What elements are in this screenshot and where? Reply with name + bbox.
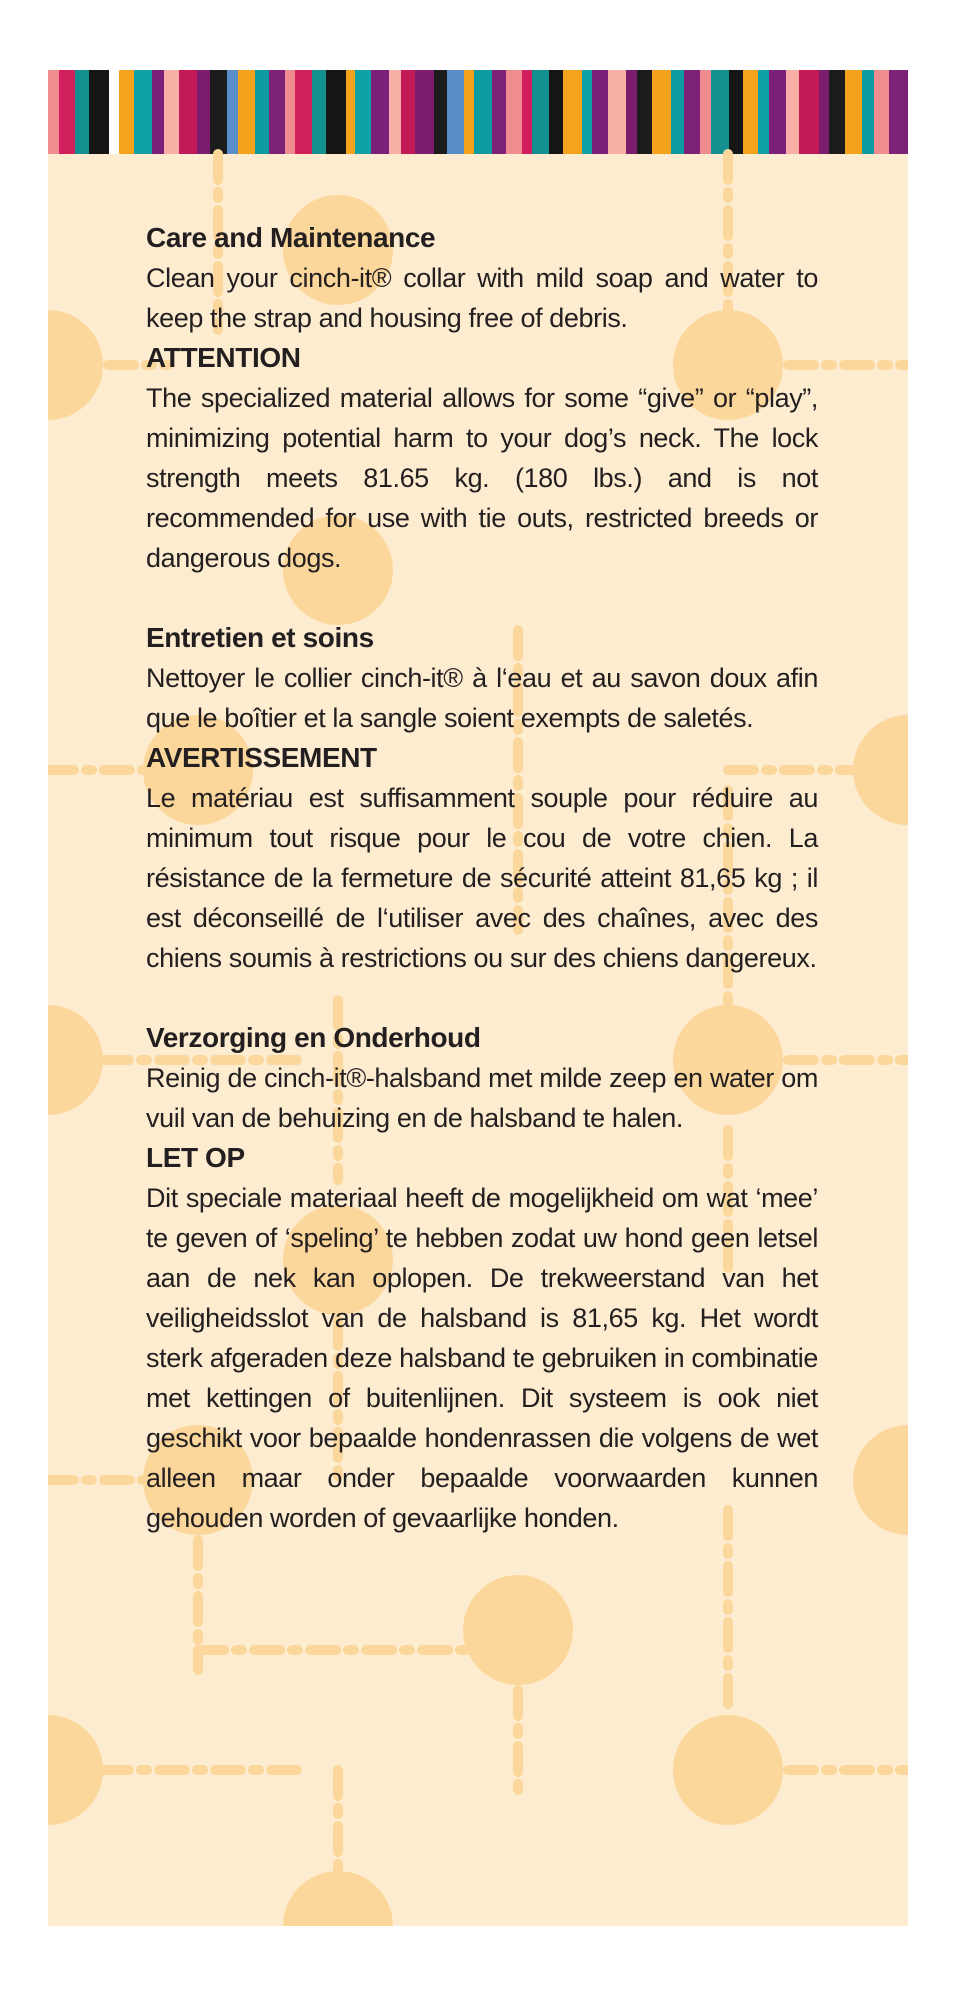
insert-panel bbox=[48, 70, 908, 1926]
pattern-dot bbox=[673, 1715, 783, 1825]
pattern-dot bbox=[48, 1005, 103, 1115]
warning-heading: AVERTISSEMENT bbox=[146, 742, 377, 773]
pattern-dot bbox=[463, 1575, 573, 1685]
warning-text: Dit speciale materiaal heeft de mogelijkheid om wat ‘mee’ te geven of ‘speling’ te hebben zodat uw hond geen letsel aan de nek kan oplopen. De trekweerstand van het veiligheidsslot van de halsband is 81,65 kg. Het wordt sterk afgeraden deze halsband te gebruiken in combinatie met kettingen of buitenlijnen. Dit systeem is ook niet geschikt voor bepaalde hondenrassen die volgens de wet alleen maar onder bepaalde voorwaarden kunnen gehouden worden of gevaarlijke honden. bbox=[146, 1183, 818, 1533]
section-heading: Verzorging en Onderhoud bbox=[146, 1022, 481, 1053]
section-text: Reinig de cinch-it®-halsband met milde zeep en water om vuil van de behuizing en de halsband te halen. bbox=[146, 1063, 818, 1133]
section-heading: Care and Maintenance bbox=[146, 222, 436, 253]
warning-heading: ATTENTION bbox=[146, 342, 301, 373]
warning-text: The specialized material allows for some “give” or “play”, minimizing potential harm to your dog’s neck. The lock strength meets 81.65 kg. (180 lbs.) and is not recommended for use with tie outs, restricted breeds or dangerous dogs. bbox=[146, 383, 818, 573]
pattern-dot bbox=[48, 1715, 103, 1825]
care-instructions bbox=[146, 218, 818, 1538]
section-english bbox=[146, 218, 818, 578]
warning-text: Le matériau est suffisamment souple pour réduire au minimum tout risque pour le cou de votre chien. La résistance de la fermeture de sécurité atteint 81,65 kg ; il est déconseillé de l‘utiliser avec des chaînes, avec des chiens soumis à restrictions ou sur des chiens dangereux. bbox=[146, 783, 818, 973]
section-text: Clean your cinch-it® collar with mild soap and water to keep the strap and housing free of debris. bbox=[146, 263, 818, 333]
section-heading: Entretien et soins bbox=[146, 622, 374, 653]
section-french bbox=[146, 618, 818, 978]
section-dutch bbox=[146, 1018, 818, 1538]
warning-heading: LET OP bbox=[146, 1142, 245, 1173]
pattern-dot bbox=[48, 310, 103, 420]
pattern-dot bbox=[853, 1425, 908, 1535]
section-text: Nettoyer le collier cinch-it® à l‘eau et au savon doux afin que le boîtier et la sangle soient exempts de saletés. bbox=[146, 663, 818, 733]
